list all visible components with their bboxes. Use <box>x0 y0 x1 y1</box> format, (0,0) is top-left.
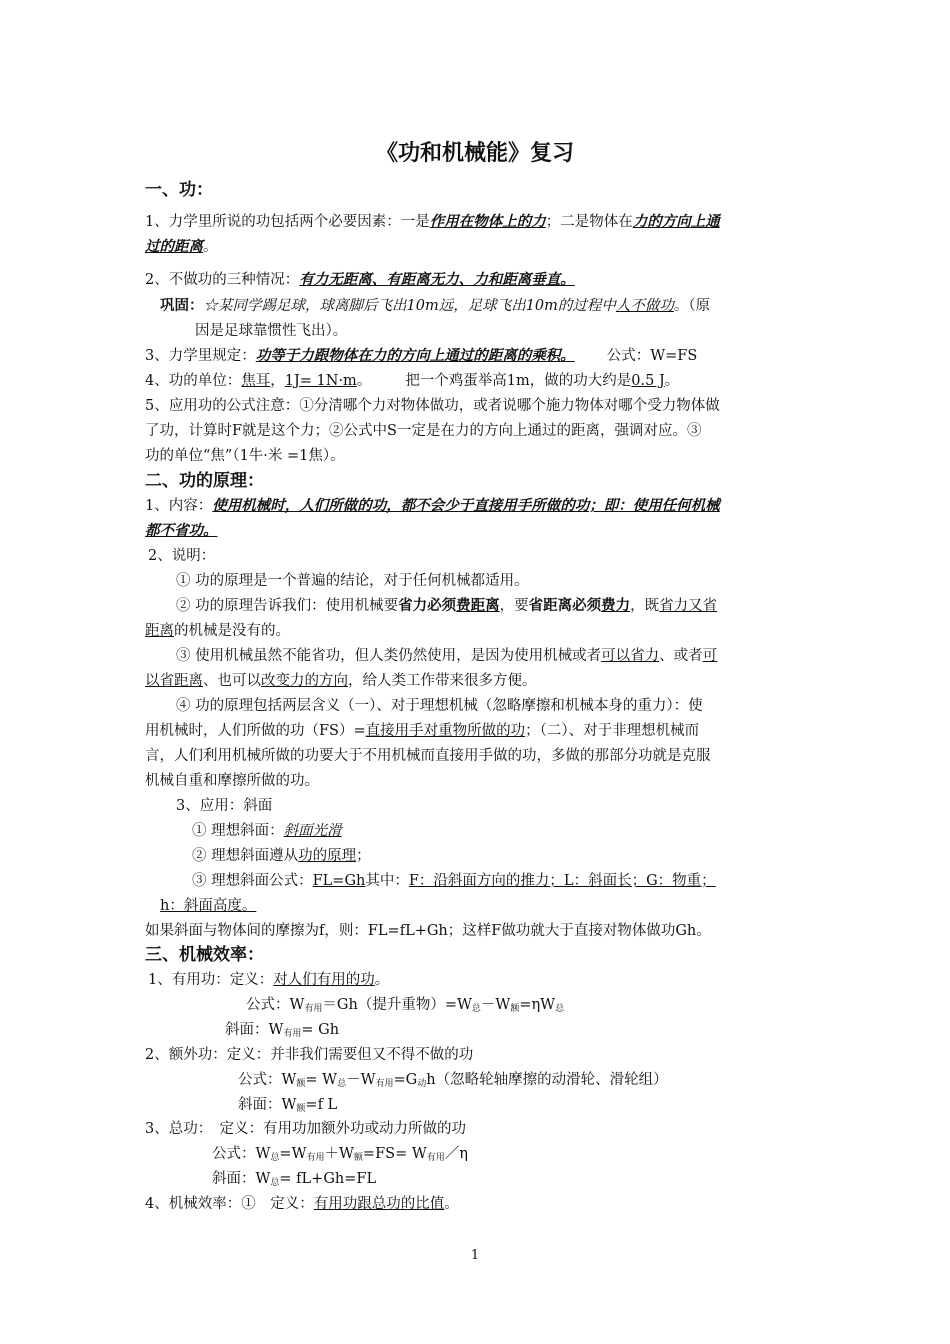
point-1-line-2: 过的距离。 <box>145 238 218 255</box>
explanation-3-line-2: 以省距离、也可以改变力的方向，给人类工作带来很多方便。 <box>145 673 537 689</box>
incline-1: ① 理想斜面：斜面光滑 <box>192 823 342 839</box>
application-label: 3、应用：斜面 <box>176 798 273 814</box>
explanation-4-line-2: 用机械时，人们所做的功（FS）=直接用手对重物所做的功；（二）、对于非理想机械而 <box>145 723 700 739</box>
point-5-line-1: 5、应用功的公式注意：①分清哪个力对物体做功，或者说哪个施力物体对哪个受力物体做 <box>145 398 720 414</box>
consolidation-line-1: 巩固：☆某同学踢足球，球离脚后飞出10m远，足球飞出10m的过程中人不做功。（原 <box>160 297 711 314</box>
content-line-2: 都不省功。 <box>145 522 218 539</box>
extra-work-definition: 2、额外功：定义：并非我们需要但又不得不做的功 <box>145 1047 474 1063</box>
point-5-line-2: 了功，计算时F就是这个力；②公式中S一定是在力的方向上通过的距离，强调对应。③ <box>145 423 702 439</box>
useful-work-definition: 1、有用功：定义：对人们有用的功。 <box>148 972 390 988</box>
point-4: 4、功的单位：焦耳，1J= 1N·m。 把一个鸡蛋举高1m，做的功大约是0.5 J。 <box>145 373 680 389</box>
friction-note: 如果斜面与物体间的摩擦为f，则：FL=fL+Gh；这样F做功就大于直接对物体做功Gh。 <box>145 923 711 939</box>
explanation-4-line-4: 机械自重和摩擦所做的功。 <box>145 773 319 789</box>
explanation-4-line-1: ④ 功的原理包括两层含义（一）、对于理想机械（忽略摩擦和机械本身的重力）：使 <box>176 698 703 714</box>
explanation-3-line-1: ③ 使用机械虽然不能省功，但人类仍然使用，是因为使用机械或者可以省力、或者可 <box>176 648 718 664</box>
section-2-heading: 二、功的原理： <box>145 471 264 491</box>
explanation-4-line-3: 言，人们利用机械所做的功要大于不用机械而直接用手做的功，多做的那部分功就是克服 <box>145 748 711 764</box>
point-5-line-3: 功的单位“焦”（1牛·米 =1焦）。 <box>145 448 345 464</box>
useful-work-incline: 斜面：$W_{有用}= Gh$ <box>225 1022 340 1039</box>
point-2: 2、不做功的三种情况：有力无距离、有距离无力、力和距离垂直。 <box>145 271 575 288</box>
incline-3-line-1: ③ 理想斜面公式：FL=Gh其中：F：沿斜面方向的推力；L：斜面长；G：物重； <box>192 873 716 889</box>
total-work-definition: 3、总功： 定义：有用功加额外功或动力所做的功 <box>145 1121 466 1137</box>
page-number: 1 <box>470 1248 480 1263</box>
content-line-1: 1、内容：使用机械时，人们所做的功，都不会少于直接用手所做的功；即：使用任何机械 <box>145 497 720 514</box>
section-1-heading: 一、功： <box>145 180 213 200</box>
useful-work-formula: 公式：$W_{有用}=Gh$（提升重物）$=W_总-W_额=\eta W_总$ <box>246 997 565 1014</box>
incline-3-line-2: h：斜面高度。 <box>160 898 257 914</box>
explanation-1: ① 功的原理是一个普遍的结论，对于任何机械都适用。 <box>176 573 529 589</box>
explanation-2-line-1: ② 功的原理告诉我们：使用机械要省力必须费距离，要省距离必须费力，既省力又省 <box>176 597 718 614</box>
consolidation-line-2: 因是足球靠惯性飞出）。 <box>195 323 348 339</box>
extra-work-incline: 斜面：$W_额=f$ L <box>238 1097 338 1114</box>
total-work-incline: 斜面：$W_总= fL+Gh=FL$ <box>212 1171 377 1188</box>
explanation-2-line-2: 距离的机械是没有的。 <box>145 623 290 639</box>
extra-work-formula: 公式：$W_额= W_总-W_{有用}=G_动h$（忽略轮轴摩擦的动滑轮、滑轮组） <box>238 1072 668 1089</box>
efficiency-definition: 4、机械效率：① 定义：有用功跟总功的比值。 <box>145 1196 459 1212</box>
section-3-heading: 三、机械效率： <box>145 945 264 965</box>
incline-2: ② 理想斜面遵从功的原理； <box>192 848 371 864</box>
total-work-formula: 公式：$W_总=W_{有用}+W_额=FS=$ $W_{有用}/\eta$ <box>212 1146 468 1163</box>
point-1-line-1: 1、力学里所说的功包括两个必要因素：一是作用在物体上的力；二是物体在力的方向上通 <box>145 213 720 230</box>
point-3: 3、力学里规定：功等于力跟物体在力的方向上通过的距离的乘积。 公式：W=FS <box>145 347 698 364</box>
explanation-label: 2、说明： <box>148 548 216 564</box>
document-title: 《功和机械能》复习 <box>375 141 574 166</box>
